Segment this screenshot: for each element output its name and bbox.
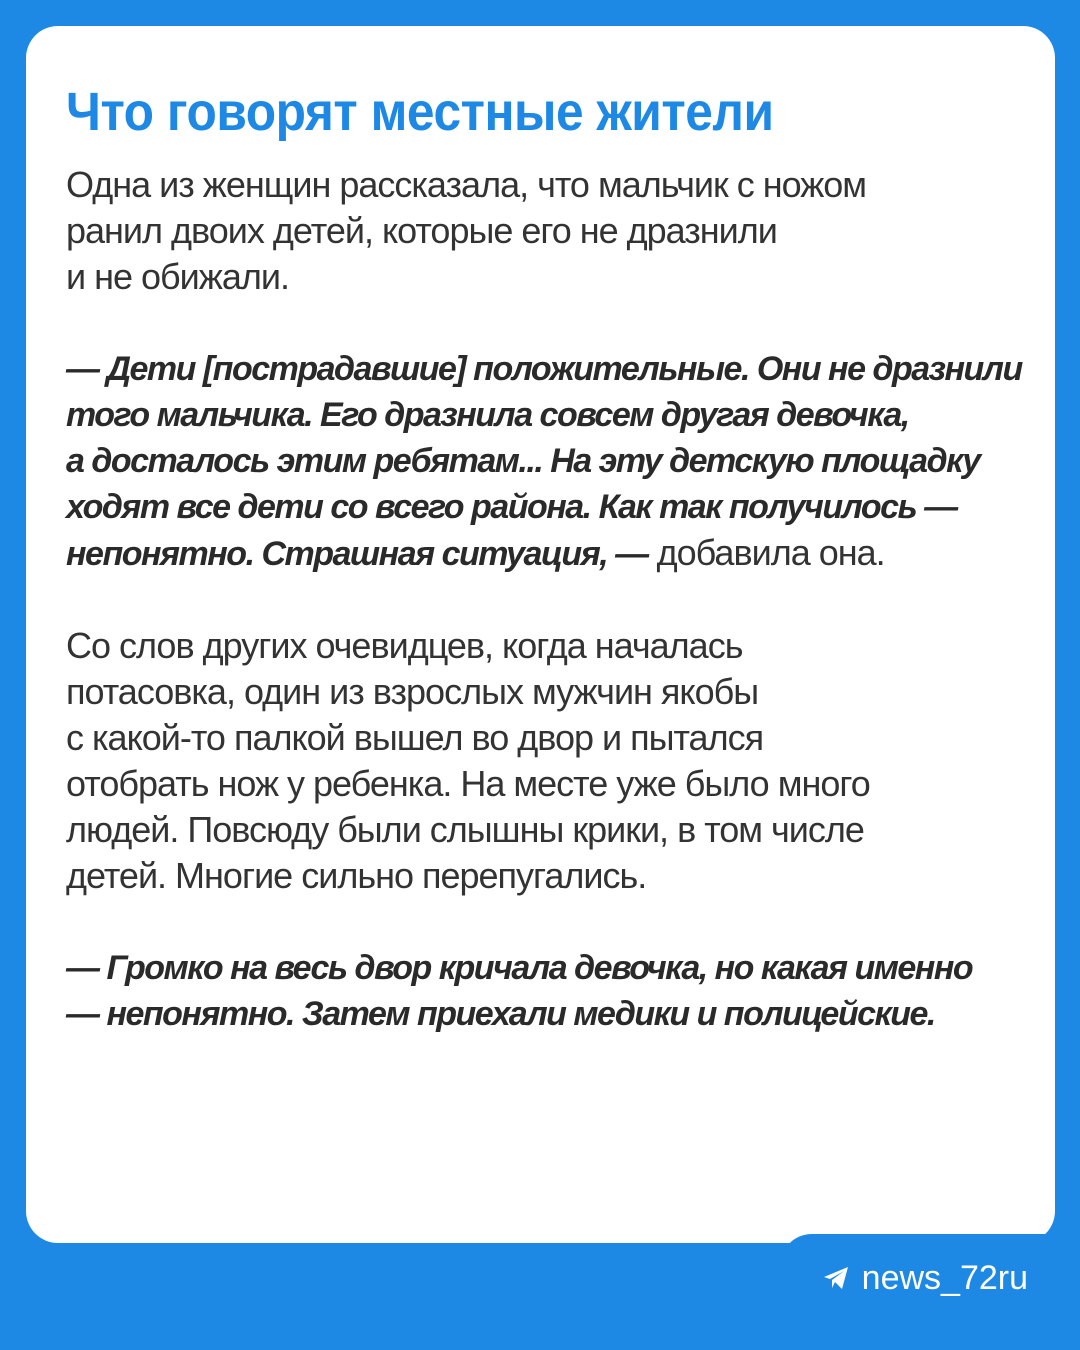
quote-attribution: добавила она. — [647, 532, 885, 573]
quote-line: ходят все дети со всего района. Как так получилось — — [66, 488, 957, 526]
text-line: людей. Повсюду были слышны крики, в том числе — [66, 809, 864, 850]
paragraph-1 — [66, 162, 1015, 300]
channel-handle[interactable] — [822, 1258, 1028, 1298]
quote-1 — [66, 346, 1022, 577]
content-card — [26, 26, 1055, 1243]
quote-line: а досталось этим ребятам... На эту детскую площадку — [66, 442, 980, 480]
quote-line: — Дети [пострадавшие] положительные. Они не дразнили — [66, 350, 1022, 388]
text-line: отобрать нож у ребенка. На месте уже было много — [66, 763, 870, 804]
article-body — [66, 162, 1022, 1037]
quote-line: того мальчика. Его дразнила совсем другая девочка, — [66, 396, 909, 434]
quote-2 — [66, 945, 1015, 1037]
text-line: детей. Многие сильно перепугались. — [66, 855, 647, 896]
text-line: с какой-то палкой вышел во двор и пытался — [66, 717, 764, 758]
quote-line-last — [66, 530, 1015, 577]
telegram-icon — [822, 1265, 850, 1291]
text-line: и не обижали. — [66, 256, 289, 297]
quote-line: — Громко на весь двор кричала девочка, но какая именно — [66, 949, 973, 987]
text-line: ранил двоих детей, которые его не дразнили — [66, 210, 777, 251]
quote-italic-part: непонятно. Страшная ситуация, — — [66, 535, 648, 573]
text-line: Одна из женщин рассказала, что мальчик с ножом — [66, 164, 867, 205]
text-line: потасовка, один из взрослых мужчин якобы — [66, 671, 759, 712]
text-line: Со слов других очевидцев, когда началась — [66, 625, 743, 666]
quote-line: — непонятно. Затем приехали медики и полицейские. — [66, 995, 935, 1033]
channel-handle-text: news_72ru — [861, 1259, 1028, 1297]
paragraph-2 — [66, 623, 1015, 899]
page-title: Что говорят местные жители — [66, 82, 774, 142]
